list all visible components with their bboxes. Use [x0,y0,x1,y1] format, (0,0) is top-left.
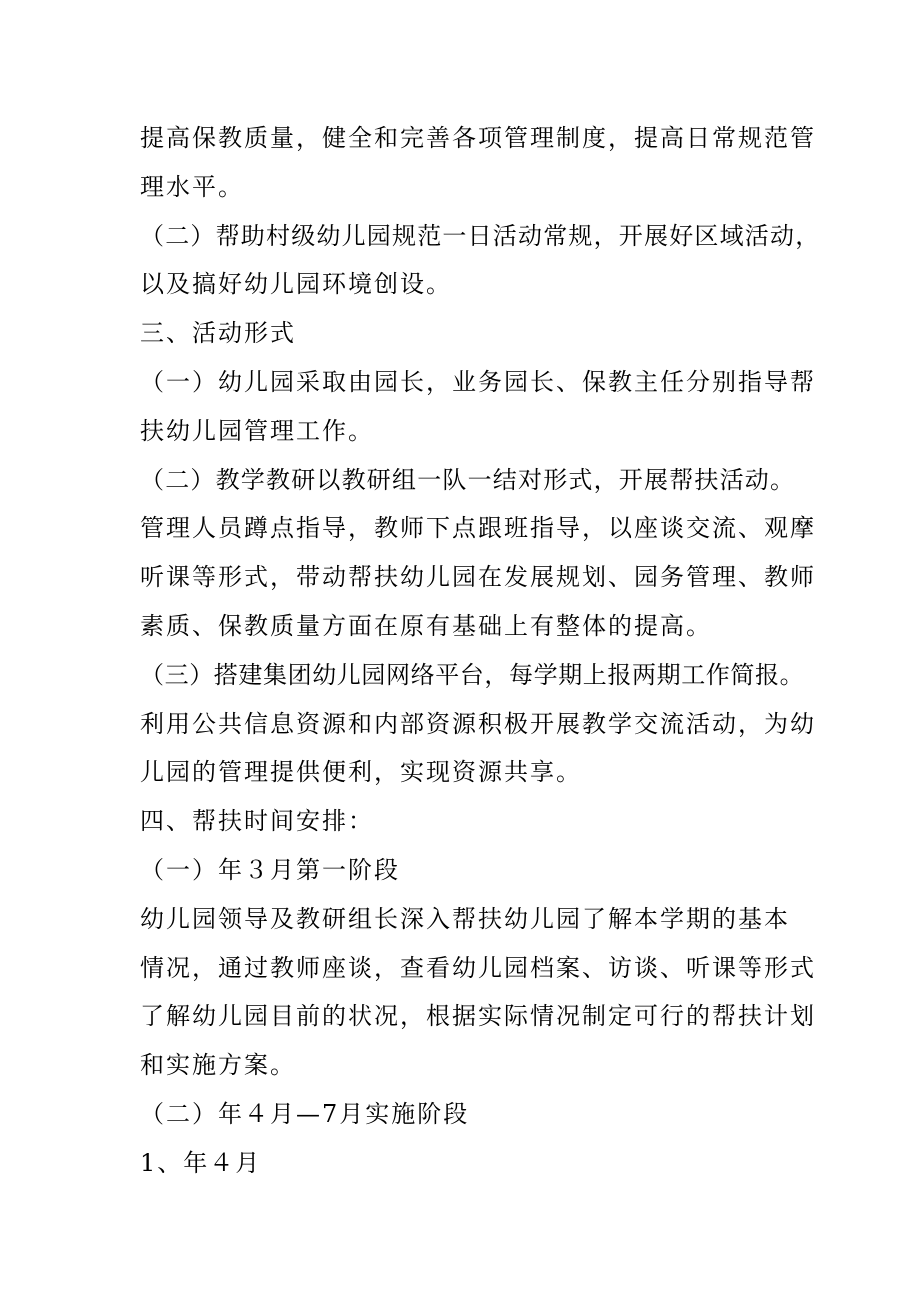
paragraph-line: 情况，通过教师座谈，查看幼儿园档案、访谈、听课等形式 [140,953,816,982]
paragraph-line: （一）年３月第一阶段 [140,855,400,884]
paragraph-line: （二）年４月—7月实施阶段 [140,1099,470,1128]
section-heading: 三、活动形式 [140,319,296,348]
section-heading: 四、帮扶时间安排： [140,807,374,836]
paragraph-line: （一）幼儿园采取由园长，业务园长、保教主任分别指导帮 [140,367,816,396]
paragraph-line: 儿园的管理提供便利，实现资源共享。 [140,758,582,787]
paragraph-line: 扶幼儿园管理工作。 [140,416,374,445]
paragraph-line: （二）帮助村级幼儿园规范一日活动常规，开展好区域活动， [140,221,821,250]
document-body [140,114,821,1188]
paragraph-line: 和实施方案。 [140,1051,296,1080]
paragraph-line: 1、年４月 [140,1148,262,1177]
paragraph-line: （三）搭建集团幼儿园网络平台，每学期上报两期工作简报。 [140,660,805,689]
paragraph-line: 提高保教质量，健全和完善各项管理制度，提高日常规范管 [140,124,816,152]
paragraph-line: 听课等形式，带动帮扶幼儿园在发展规划、园务管理、教师 [140,563,816,592]
paragraph-line: 利用公共信息资源和内部资源积极开展教学交流活动，为幼 [140,709,816,738]
paragraph-line: 了解幼儿园目前的状况，根据实际情况制定可行的帮扶计划 [140,1002,816,1031]
paragraph-line: （二）教学教研以教研组一队一结对形式，开展帮扶活动。 [140,465,796,494]
paragraph-line: 以及搞好幼儿园环境创设。 [140,270,452,299]
paragraph-line: 管理人员蹲点指导，教师下点跟班指导，以座谈交流、观摩 [140,514,816,543]
paragraph-line: 理水平。 [140,172,244,201]
paragraph-line: 幼儿园领导及教研组长深入帮扶幼儿园了解本学期的基本 [140,904,790,933]
paragraph-line: 素质、保教质量方面在原有基础上有整体的提高。 [140,611,712,640]
